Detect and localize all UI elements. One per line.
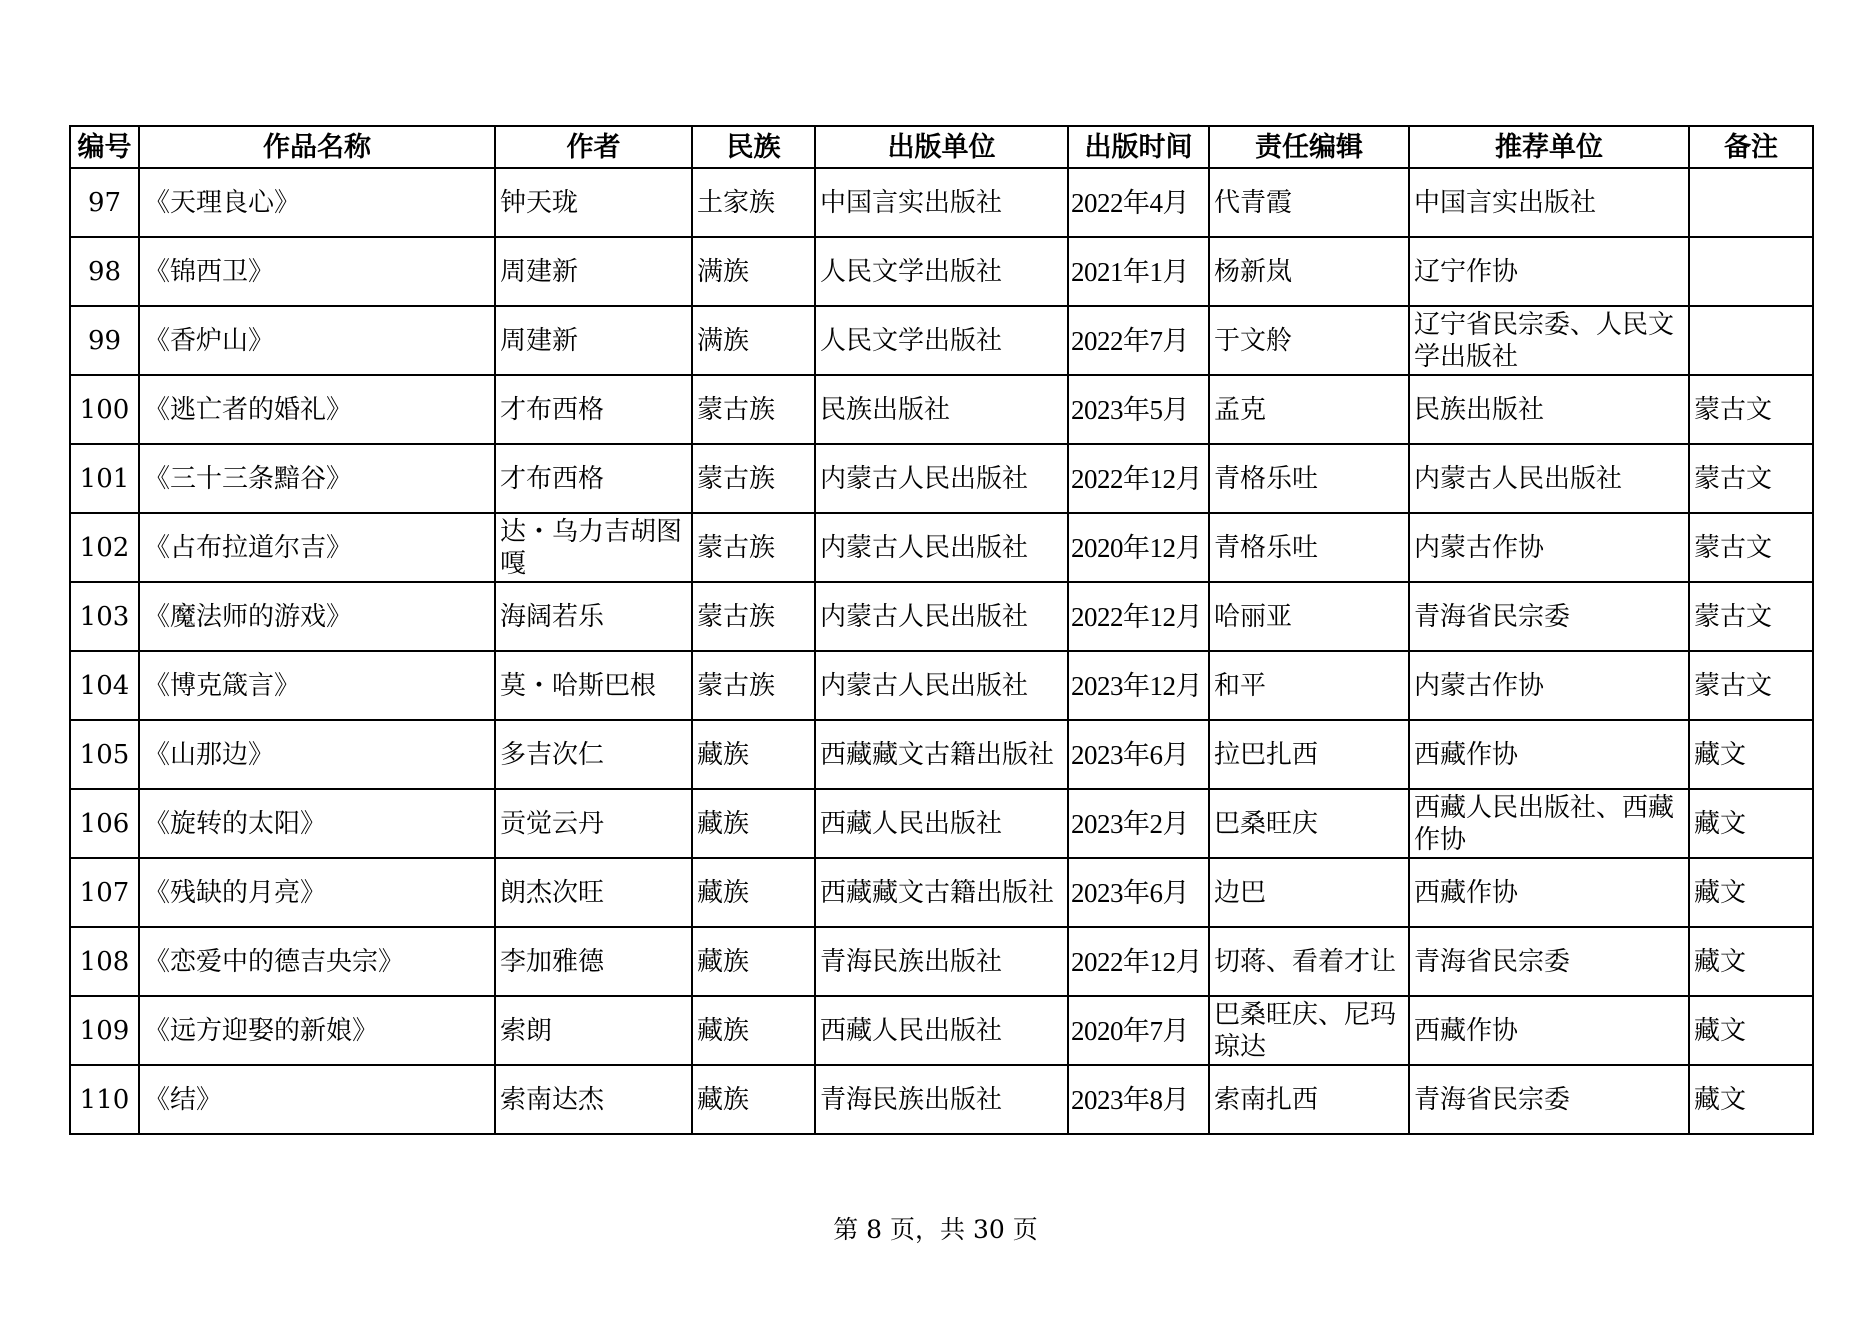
cell-publish-date: 2022年12月 [1068,444,1209,513]
cell-author: 索南达杰 [495,1065,692,1134]
table-row [70,720,1813,789]
header-number: 编号 [70,126,139,168]
cell-ethnicity: 满族 [692,237,815,306]
header-title: 作品名称 [139,126,495,168]
cell-title: 《结》 [139,1065,495,1134]
cell-ethnicity: 蒙古族 [692,444,815,513]
cell-ethnicity: 藏族 [692,1065,815,1134]
cell-recommender: 内蒙古作协 [1409,513,1689,582]
cell-number: 103 [70,582,139,651]
cell-author: 周建新 [495,306,692,375]
cell-recommender: 西藏人民出版社、西藏作协 [1409,789,1689,858]
cell-publish-date: 2023年12月 [1068,651,1209,720]
cell-editor: 边巴 [1209,858,1409,927]
table-row [70,858,1813,927]
table-body [70,168,1813,1134]
header-ethnicity: 民族 [692,126,815,168]
cell-author: 海阔若乐 [495,582,692,651]
page-number: 第 8 页，共 30 页 [833,1215,1038,1244]
cell-title: 《香炉山》 [139,306,495,375]
cell-editor: 切蒋、看着才让 [1209,927,1409,996]
cell-title: 《逃亡者的婚礼》 [139,375,495,444]
cell-number: 104 [70,651,139,720]
cell-author: 朗杰次旺 [495,858,692,927]
cell-author: 钟天珑 [495,168,692,237]
cell-title: 《远方迎娶的新娘》 [139,996,495,1065]
cell-publisher: 青海民族出版社 [815,1065,1068,1134]
cell-remarks: 藏文 [1689,996,1813,1065]
cell-author: 索朗 [495,996,692,1065]
cell-remarks [1689,168,1813,237]
works-table [69,125,1814,1135]
cell-ethnicity: 藏族 [692,858,815,927]
cell-number: 99 [70,306,139,375]
table-row [70,168,1813,237]
cell-publish-date: 2023年6月 [1068,858,1209,927]
cell-author: 才布西格 [495,444,692,513]
cell-number: 105 [70,720,139,789]
cell-publisher: 西藏人民出版社 [815,996,1068,1065]
cell-editor: 巴桑旺庆、尼玛琼达 [1209,996,1409,1065]
cell-author: 莫・哈斯巴根 [495,651,692,720]
cell-title: 《旋转的太阳》 [139,789,495,858]
cell-recommender: 西藏作协 [1409,720,1689,789]
cell-remarks: 藏文 [1689,789,1813,858]
cell-editor: 杨新岚 [1209,237,1409,306]
cell-number: 100 [70,375,139,444]
cell-remarks [1689,306,1813,375]
cell-publisher: 西藏藏文古籍出版社 [815,858,1068,927]
cell-ethnicity: 满族 [692,306,815,375]
cell-remarks: 藏文 [1689,858,1813,927]
cell-ethnicity: 藏族 [692,996,815,1065]
table-row [70,789,1813,858]
cell-author: 才布西格 [495,375,692,444]
header-recommender: 推荐单位 [1409,126,1689,168]
cell-publish-date: 2023年6月 [1068,720,1209,789]
cell-author: 贡觉云丹 [495,789,692,858]
cell-recommender: 青海省民宗委 [1409,1065,1689,1134]
cell-publish-date: 2020年12月 [1068,513,1209,582]
cell-editor: 青格乐吐 [1209,444,1409,513]
cell-title: 《恋爱中的德吉央宗》 [139,927,495,996]
cell-recommender: 内蒙古作协 [1409,651,1689,720]
cell-editor: 于文舲 [1209,306,1409,375]
cell-publisher: 中国言实出版社 [815,168,1068,237]
cell-recommender: 辽宁作协 [1409,237,1689,306]
cell-title: 《博克箴言》 [139,651,495,720]
cell-publish-date: 2021年1月 [1068,237,1209,306]
cell-remarks: 藏文 [1689,927,1813,996]
cell-publish-date: 2023年5月 [1068,375,1209,444]
cell-ethnicity: 蒙古族 [692,513,815,582]
cell-recommender: 西藏作协 [1409,858,1689,927]
cell-remarks: 藏文 [1689,1065,1813,1134]
cell-publisher: 民族出版社 [815,375,1068,444]
cell-publish-date: 2023年2月 [1068,789,1209,858]
cell-number: 108 [70,927,139,996]
cell-publisher: 西藏人民出版社 [815,789,1068,858]
cell-recommender: 民族出版社 [1409,375,1689,444]
table-row [70,996,1813,1065]
cell-recommender: 西藏作协 [1409,996,1689,1065]
cell-title: 《占布拉道尔吉》 [139,513,495,582]
cell-publish-date: 2022年7月 [1068,306,1209,375]
table-row [70,927,1813,996]
cell-author: 周建新 [495,237,692,306]
cell-number: 106 [70,789,139,858]
cell-editor: 哈丽亚 [1209,582,1409,651]
cell-author: 达・乌力吉胡图嘎 [495,513,692,582]
cell-publisher: 西藏藏文古籍出版社 [815,720,1068,789]
cell-number: 109 [70,996,139,1065]
table-row [70,1065,1813,1134]
cell-editor: 拉巴扎西 [1209,720,1409,789]
cell-ethnicity: 藏族 [692,720,815,789]
table-row [70,237,1813,306]
header-publish-date: 出版时间 [1068,126,1209,168]
cell-remarks: 蒙古文 [1689,582,1813,651]
cell-publisher: 人民文学出版社 [815,237,1068,306]
cell-publish-date: 2023年8月 [1068,1065,1209,1134]
cell-publish-date: 2020年7月 [1068,996,1209,1065]
cell-publish-date: 2022年4月 [1068,168,1209,237]
cell-number: 98 [70,237,139,306]
cell-number: 107 [70,858,139,927]
cell-publish-date: 2022年12月 [1068,927,1209,996]
table-row [70,582,1813,651]
cell-ethnicity: 蒙古族 [692,582,815,651]
cell-title: 《魔法师的游戏》 [139,582,495,651]
table-row [70,444,1813,513]
cell-remarks: 藏文 [1689,720,1813,789]
table-header-row [70,126,1813,168]
cell-publisher: 内蒙古人民出版社 [815,651,1068,720]
cell-ethnicity: 蒙古族 [692,375,815,444]
table-row [70,306,1813,375]
header-editor: 责任编辑 [1209,126,1409,168]
header-remarks: 备注 [1689,126,1813,168]
cell-recommender: 内蒙古人民出版社 [1409,444,1689,513]
cell-ethnicity: 藏族 [692,789,815,858]
cell-ethnicity: 蒙古族 [692,651,815,720]
header-author: 作者 [495,126,692,168]
cell-publisher: 内蒙古人民出版社 [815,582,1068,651]
cell-editor: 青格乐吐 [1209,513,1409,582]
cell-publisher: 内蒙古人民出版社 [815,444,1068,513]
cell-remarks [1689,237,1813,306]
cell-recommender: 青海省民宗委 [1409,927,1689,996]
cell-editor: 巴桑旺庆 [1209,789,1409,858]
cell-ethnicity: 土家族 [692,168,815,237]
cell-title: 《残缺的月亮》 [139,858,495,927]
cell-number: 101 [70,444,139,513]
table-row [70,513,1813,582]
cell-title: 《山那边》 [139,720,495,789]
cell-remarks: 蒙古文 [1689,375,1813,444]
cell-ethnicity: 藏族 [692,927,815,996]
table-row [70,651,1813,720]
cell-number: 110 [70,1065,139,1134]
cell-recommender: 中国言实出版社 [1409,168,1689,237]
cell-author: 多吉次仁 [495,720,692,789]
cell-publisher: 内蒙古人民出版社 [815,513,1068,582]
cell-title: 《锦西卫》 [139,237,495,306]
cell-author: 李加雅德 [495,927,692,996]
cell-publisher: 青海民族出版社 [815,927,1068,996]
cell-remarks: 蒙古文 [1689,444,1813,513]
cell-editor: 孟克 [1209,375,1409,444]
cell-title: 《天理良心》 [139,168,495,237]
cell-recommender: 辽宁省民宗委、人民文学出版社 [1409,306,1689,375]
table-row [70,375,1813,444]
cell-recommender: 青海省民宗委 [1409,582,1689,651]
cell-editor: 和平 [1209,651,1409,720]
cell-number: 97 [70,168,139,237]
cell-publisher: 人民文学出版社 [815,306,1068,375]
cell-editor: 代青霞 [1209,168,1409,237]
cell-publish-date: 2022年12月 [1068,582,1209,651]
cell-number: 102 [70,513,139,582]
cell-remarks: 蒙古文 [1689,651,1813,720]
cell-title: 《三十三条黯谷》 [139,444,495,513]
cell-remarks: 蒙古文 [1689,513,1813,582]
cell-editor: 索南扎西 [1209,1065,1409,1134]
header-publisher: 出版单位 [815,126,1068,168]
